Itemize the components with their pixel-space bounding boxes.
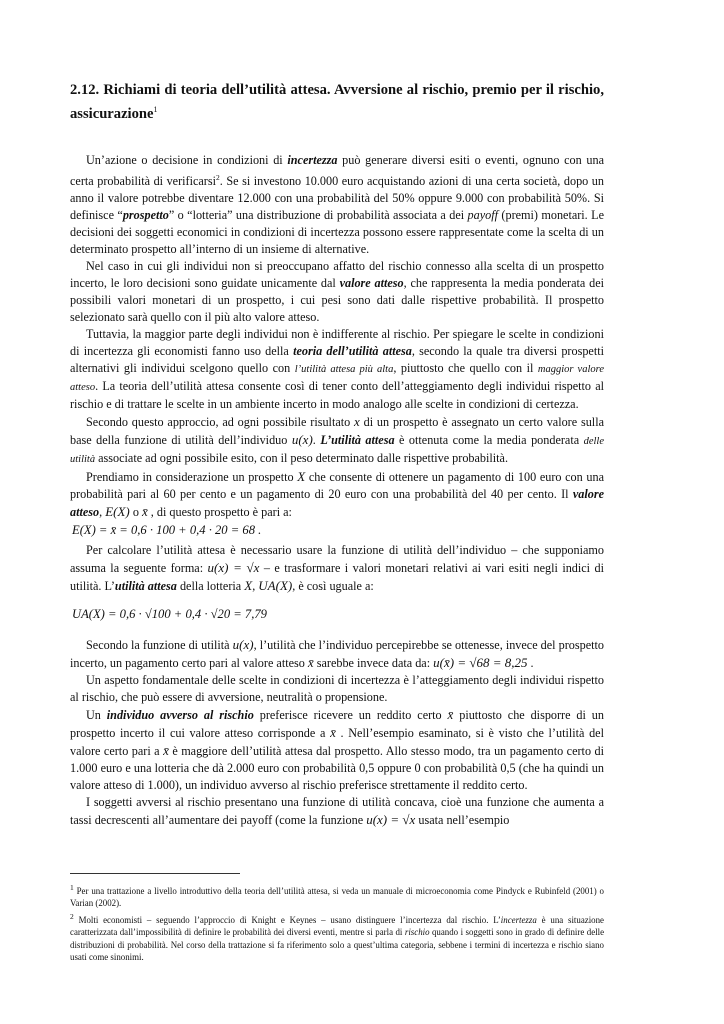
paragraph-1: Un’azione o decisione in condizioni di incertezza può generare diversi esiti o eventi, ognuno con una certa probabilità di verificarsi$^2$. Se si investono 10.000 euro acquistando azioni di una certa società, dopo un anno il valore potrebbe diventare 12.000 con una probabilità del 50% oppure 9.000 con probabilità 50%. Si definisce “prospetto” o “lotteria” una distribuzione di probabilità associata a dei payoff (premi) monetari. Le decisioni dei soggetti economici in condizioni di incertezza possono essere rappresentate come la scelta di un determinato prospetto all’interno di un insieme di alternative. — [70, 152, 604, 256]
paragraph-5: Prendiamo in considerazione un prospetto X che consente di ottenere un pagamento di 100 euro con una probabilità pari al 60 per cento e un pagamento di 20 euro con una probabilità del 40 per cento. Il valore atteso, E(X) o x̄ , di questo prospetto è pari a: — [70, 468, 605, 519]
page-body — [70, 80, 604, 829]
paragraph-3: Tuttavia, la maggior parte degli individui non è indifferente al rischio. Per spiegare le scelte in condizioni di incertezza gli economisti fanno uso della teoria dell’utilità attesa, secondo la quale tra diversi prospetti alternativi gli individui scelgono quello con l’utilità attesa più alta, piuttosto che quello con il maggior valore atteso. La teoria dell’utilità attesa consente così di tener conto dell’atteggiamento degli individui rispetto al rischio e di trattare le scelte in un ambiente incerto in modo analogo alle scelte in condizioni di certezza. — [70, 326, 604, 411]
paragraph-4: Secondo questo approccio, ad ogni possibile risultato x di un prospetto è assegnato un certo valore sulla base della funzione di utilità dell’individuo u(x). L’utilità attesa è ottenuta come la media ponderata delle utilità associate ad ogni possibile esito, con il peso determinato dalle rispettive probabilità. — [70, 413, 605, 465]
footnote-2: $^2$ Molti economisti – seguendo l’approccio di Knight e Keynes – usano distinguere l’incertezza dal rischio. L’incertezza è una situazione caratterizzata dall’impossibilità di definire le probabilità dei diversi eventi, mentre si parla di rischio quando i soggetti sono in grado di definire delle distribuzioni di probabilità. Nel corso della trattazione si fa riferimento solo a quest’ultima categoria, sebbene i termini di incertezza e rischio siano usati come sinonimi. — [70, 911, 605, 963]
paragraph-7: Secondo la funzione di utilità u(x), l’utilità che l’individuo percepirebbe se ottenesse, invece del prospetto incerto, un pagamento certo pari al valore atteso x̄ sarebbe invece data da: u(x̄) = √68 = 8,25 . — [70, 636, 604, 670]
formula-expected-value: E(X) = x̄ = 0,6 · 100 + 0,4 · 20 = 68 . — [72, 522, 262, 537]
footnote-1: $^1$ Per una trattazione a livello introduttivo della teoria dell’utilità attesa, si veda un manuale di microeconomia come Pindyck e Rubinfeld (2001) o Varian (2002). — [70, 883, 604, 909]
paragraph-6: Per calcolare l’utilità attesa è necessario usare la funzione di utilità dell’individuo – che supponiamo assuma la seguente forma: u(x) = √x – e trasformare i valori monetari relativi ai vari esiti negli indici di utilità. L’utilità attesa della lotteria X, UA(X), è così uguale a: — [70, 542, 604, 593]
footnotes — [70, 882, 604, 965]
paragraph-8: Un aspetto fondamentale delle scelte in condizioni di incertezza è l’atteggiamento degli individui rispetto al rischio, che può essere di avversione, neutralità o propensione. — [70, 672, 604, 704]
paragraph-2: Nel caso in cui gli individui non si preoccupano affatto del rischio connesso alla scelta di un prospetto incerto, le loro decisioni sono guidate unicamente dal valore atteso, che rappresenta la media ponderata dei possibili valori monetari di un prospetto, i cui pesi sono dati dalle rispettive probabilità. Il prospetto selezionato sarà quello con il più alto valore atteso. — [70, 258, 604, 324]
formula-expected-utility: UA(X) = 0,6 · √100 + 0,4 · √20 = 7,79 — [72, 606, 267, 621]
footnote-ref-2: 2 — [216, 172, 220, 182]
paragraph-10: I soggetti avversi al rischio presentano una funzione di utilità concava, cioè una funzione che aumenta a tassi decrescenti all’aumentare dei payoff (come la funzione u(x) = √x usata nell’esempio — [70, 794, 604, 827]
section-heading: 2.12. Richiami di teoria dell’utilità attesa. Avversione al rischio, premio per il rischio, assicurazione$^1$ — [70, 82, 604, 122]
paragraph-9: Un individuo avverso al rischio preferisce ricevere un reddito certo x̄ piuttosto che disporre di un prospetto incerto il cui valore atteso corrisponde a x̄ . Nell’esempio esaminato, si è visto che l’utilità del valore certo pari a x̄ è maggiore dell’utilità attesa dal prospetto. Allo stesso modo, tra un pagamento certo di 1.000 euro e una lotteria che dà 2.000 euro con probabilità 0,5 oppure 0 con probabilità 0,5 (che ha quindi un valore atteso di 1.000), un individuo avverso al rischio preferisce strettamente il reddito certo. — [70, 706, 604, 792]
footnote-ref-1: 1 — [153, 105, 158, 114]
footnote-divider — [70, 873, 240, 874]
